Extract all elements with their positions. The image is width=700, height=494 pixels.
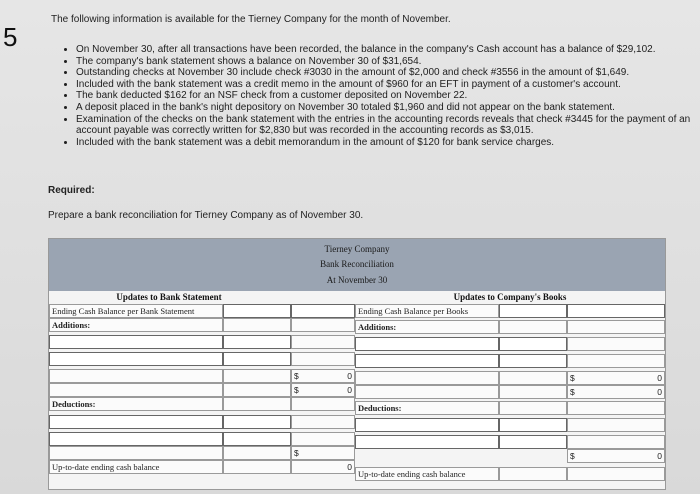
bank-deductions-spacer [291, 397, 355, 411]
bank-addition-amount-input[interactable] [223, 352, 291, 366]
bank-addition-spacer [291, 335, 355, 349]
bank-final-label: Up-to-date ending cash balance [49, 460, 223, 474]
bank-total-spacer [223, 383, 291, 397]
company-name: Tierney Company [324, 244, 390, 254]
book-final-label: Up-to-date ending cash balance [355, 467, 499, 481]
question-number: 5 [3, 22, 18, 52]
bank-deduction-spacer [291, 432, 355, 446]
bank-additions-label: Additions: [49, 318, 223, 332]
book-total-spacer [499, 371, 567, 385]
book-additions-label: Additions: [355, 320, 499, 334]
book-deduction-total [567, 449, 665, 463]
worksheet-title: Bank Reconciliation [320, 259, 394, 269]
bank-deduction-spacer [49, 446, 223, 460]
book-additions-spacer [499, 320, 567, 334]
dollar-sign: $ [570, 451, 575, 461]
book-addition-desc-input[interactable] [355, 337, 499, 351]
bank-deductions-label: Deductions: [49, 397, 223, 411]
bank-deductions-spacer [223, 397, 291, 411]
list-item: • The bank deducted $162 for an NSF check from a customer deposited on November 22. [76, 90, 700, 102]
worksheet-date: At November 30 [326, 275, 388, 285]
book-total-label-cell [355, 371, 499, 385]
dollar-sign: $ [294, 385, 299, 395]
bank-addition-amount-input[interactable] [223, 335, 291, 349]
book-deduction-desc-input[interactable] [355, 435, 499, 449]
list-item: • A deposit placed in the bank's night depository on November 30 totaled $1,960 and did not appear on the bank statement. [76, 102, 700, 114]
bank-deduction-amount-input[interactable] [223, 415, 291, 429]
bank-addition-total-1 [291, 369, 355, 383]
list-item: • Outstanding checks at November 30 include check #3030 in the amount of $2,000 and check #3556 in the amount of $1,649. [76, 67, 700, 79]
bank-side-heading: Updates to Bank Statement [116, 292, 222, 302]
book-deduction-spacer [567, 418, 665, 432]
bank-addition-total-2 [291, 383, 355, 397]
bank-deduction-spacer [291, 415, 355, 429]
facts-list [58, 44, 700, 148]
book-final-spacer [567, 467, 665, 481]
reconciliation-worksheet [48, 238, 666, 490]
total-value: 0 [657, 387, 662, 397]
bank-deduction-amount-input[interactable] [223, 432, 291, 446]
instructions: Prepare a bank reconciliation for Tierney Company as of November 30. [48, 210, 364, 221]
book-addition-spacer [567, 337, 665, 351]
dollar-sign: $ [294, 448, 299, 458]
list-item: • Included with the bank statement was a credit memo in the amount of $960 for an EFT in payment of a customer's account. [76, 79, 700, 91]
bank-addition-desc-input[interactable] [49, 335, 223, 349]
book-total-spacer [499, 385, 567, 399]
book-addition-total-1 [567, 371, 665, 385]
book-deduction-amount-input[interactable] [499, 435, 567, 449]
bank-addition-desc-input[interactable] [49, 352, 223, 366]
book-addition-spacer [567, 354, 665, 368]
book-addition-amount-input[interactable] [499, 337, 567, 351]
book-addition-amount-input[interactable] [499, 354, 567, 368]
book-additions-spacer [567, 320, 665, 334]
book-deduction-desc-input[interactable] [355, 418, 499, 432]
bank-total-spacer [223, 369, 291, 383]
book-ending-sub-input[interactable] [499, 304, 567, 318]
bank-deduction-desc-input[interactable] [49, 432, 223, 446]
bank-addition-spacer [291, 352, 355, 366]
worksheet-header [49, 239, 665, 291]
bank-ending-amount-input[interactable] [291, 304, 355, 318]
list-item: • The company's bank statement shows a balance on November 30 of $31,654. [76, 56, 700, 68]
bank-deduction-desc-input[interactable] [49, 415, 223, 429]
bank-ending-label: Ending Cash Balance per Bank Statement [49, 304, 223, 318]
required-label: Required: [48, 185, 95, 196]
book-deductions-spacer [567, 401, 665, 415]
dollar-sign: $ [570, 373, 575, 383]
book-deductions-label: Deductions: [355, 401, 499, 415]
book-addition-total-2 [567, 385, 665, 399]
book-deductions-spacer [499, 401, 567, 415]
bank-additions-spacer [291, 318, 355, 332]
book-side-heading: Updates to Company's Books [453, 292, 567, 302]
bank-deduction-total [291, 446, 355, 460]
total-value: 0 [347, 385, 352, 395]
bank-deduction-spacer [223, 446, 291, 460]
bank-ending-sub-input[interactable] [223, 304, 291, 318]
total-value: 0 [347, 371, 352, 381]
intro-text: The following information is available for the Tierney Company for the month of November. [51, 14, 451, 25]
total-value: 0 [657, 451, 662, 461]
total-value: 0 [347, 462, 352, 472]
list-item: • Included with the bank statement was a debit memorandum in the amount of $120 for bank service charges. [76, 137, 700, 149]
list-item: • On November 30, after all transactions have been recorded, the balance in the company's Cash account has a balance of $29,102. [76, 44, 700, 56]
dollar-sign: $ [294, 371, 299, 381]
bank-final-spacer [223, 460, 291, 474]
list-item: • Examination of the checks on the bank statement with the entries in the accounting records reveals that check #3445 for the payment of an account payable was correctly written for $2,830 but was recorded in the accounting records as $3,015. [76, 114, 700, 137]
bank-additions-spacer [223, 318, 291, 332]
book-total-label-cell [355, 385, 499, 399]
book-deduction-amount-input[interactable] [499, 418, 567, 432]
book-addition-desc-input[interactable] [355, 354, 499, 368]
book-ending-amount-input[interactable] [567, 304, 665, 318]
book-ending-label: Ending Cash Balance per Books [355, 304, 499, 318]
bank-final-total [291, 460, 355, 474]
bank-total-label-cell [49, 369, 223, 383]
book-deduction-spacer [567, 435, 665, 449]
dollar-sign: $ [570, 387, 575, 397]
total-value: 0 [657, 373, 662, 383]
book-final-spacer [499, 467, 567, 481]
bank-total-label-cell [49, 383, 223, 397]
